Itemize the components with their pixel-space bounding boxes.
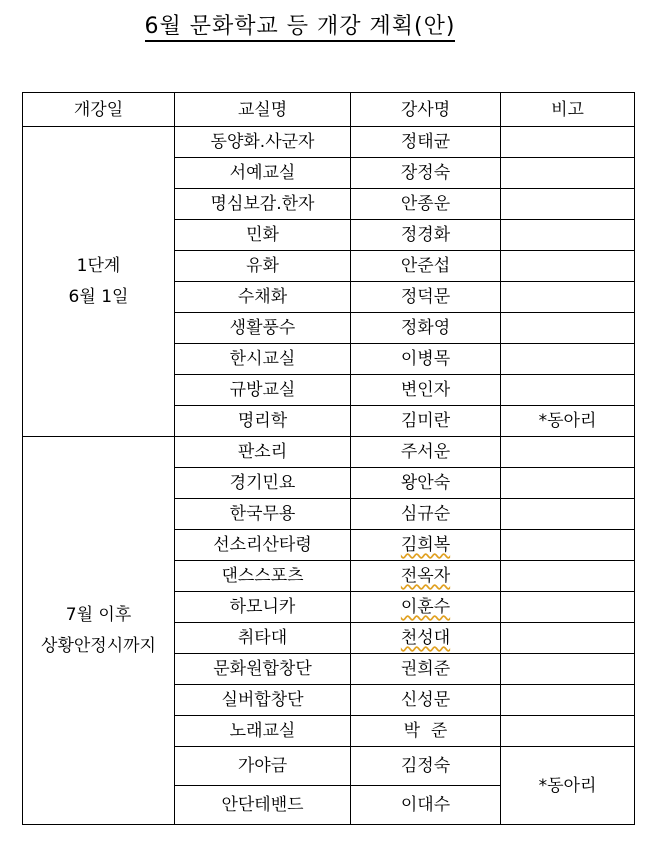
instructor-cell: 장정숙 — [351, 158, 501, 189]
header-row — [23, 93, 635, 127]
instructor-cell: 이병목 — [351, 344, 501, 375]
instructor-cell — [351, 530, 501, 561]
table-row — [23, 127, 635, 158]
class-name-cell: 댄스스포츠 — [175, 561, 351, 592]
instructor-cell — [351, 592, 501, 623]
note-cell — [501, 499, 635, 530]
open-date-cell-stage2 — [23, 437, 175, 825]
class-name-cell: 실버합창단 — [175, 685, 351, 716]
instructor-cell: 정태균 — [351, 127, 501, 158]
note-cell — [501, 561, 635, 592]
class-name-cell: 수채화 — [175, 282, 351, 313]
page-title-text: 6월 문화학교 등 개강 계획(안) — [145, 14, 456, 42]
instructor-cell: 이대수 — [351, 786, 501, 825]
class-name-cell: 한국무용 — [175, 499, 351, 530]
instructor-cell — [351, 623, 501, 654]
instructor-cell: 김정숙 — [351, 747, 501, 786]
open-date-line1: 1단계 — [76, 255, 121, 276]
header-class-name: 교실명 — [175, 93, 351, 127]
instructor-cell: 정경화 — [351, 220, 501, 251]
note-cell — [501, 685, 635, 716]
note-cell — [501, 375, 635, 406]
note-cell — [501, 220, 635, 251]
class-name-cell: 경기민요 — [175, 468, 351, 499]
note-cell — [501, 282, 635, 313]
class-name-cell: 판소리 — [175, 437, 351, 468]
table-row — [23, 437, 635, 468]
class-name-cell: 생활풍수 — [175, 313, 351, 344]
class-name-cell: 가야금 — [175, 747, 351, 786]
header-instructor: 강사명 — [351, 93, 501, 127]
instructor-cell: 권희준 — [351, 654, 501, 685]
class-name-cell: 서예교실 — [175, 158, 351, 189]
instructor-cell: 심규순 — [351, 499, 501, 530]
note-cell — [501, 623, 635, 654]
instructor-cell: 안종운 — [351, 189, 501, 220]
instructor-name: 전옥자 — [400, 566, 451, 586]
instructor-cell: 변인자 — [351, 375, 501, 406]
note-cell — [501, 189, 635, 220]
class-name-cell: 노래교실 — [175, 716, 351, 747]
class-name-cell: 취타대 — [175, 623, 351, 654]
note-cell — [501, 716, 635, 747]
class-name-cell: 한시교실 — [175, 344, 351, 375]
class-schedule-table — [22, 92, 635, 825]
note-cell: *동아리 — [501, 406, 635, 437]
note-cell — [501, 127, 635, 158]
instructor-name: 이훈수 — [400, 597, 451, 617]
class-name-cell: 명심보감.한자 — [175, 189, 351, 220]
note-cell — [501, 344, 635, 375]
note-cell — [501, 530, 635, 561]
open-date-line2: 6월 1일 — [68, 286, 129, 307]
instructor-cell — [351, 561, 501, 592]
class-name-cell: 민화 — [175, 220, 351, 251]
note-cell-merged: *동아리 — [501, 747, 635, 825]
note-cell — [501, 437, 635, 468]
header-open-date: 개강일 — [23, 93, 175, 127]
page-title — [0, 12, 600, 42]
instructor-cell: 왕안숙 — [351, 468, 501, 499]
instructor-name: 김희복 — [400, 535, 451, 555]
table-header — [23, 93, 635, 127]
class-name-cell: 유화 — [175, 251, 351, 282]
class-name-cell: 선소리산타령 — [175, 530, 351, 561]
instructor-cell: 박 준 — [351, 716, 501, 747]
class-name-cell: 명리학 — [175, 406, 351, 437]
class-name-cell: 하모니카 — [175, 592, 351, 623]
open-date-cell-stage1 — [23, 127, 175, 437]
instructor-cell: 정덕문 — [351, 282, 501, 313]
open-date-line1: 7월 이후 — [65, 604, 132, 625]
class-name-cell: 안단테밴드 — [175, 786, 351, 825]
table-body — [23, 127, 635, 825]
note-cell — [501, 592, 635, 623]
class-name-cell: 문화원합창단 — [175, 654, 351, 685]
instructor-name: 천성대 — [400, 628, 451, 648]
instructor-cell: 정화영 — [351, 313, 501, 344]
instructor-cell: 신성문 — [351, 685, 501, 716]
note-cell — [501, 158, 635, 189]
note-cell — [501, 313, 635, 344]
note-cell — [501, 654, 635, 685]
note-cell — [501, 251, 635, 282]
class-name-cell: 규방교실 — [175, 375, 351, 406]
instructor-cell: 김미란 — [351, 406, 501, 437]
instructor-cell: 주서운 — [351, 437, 501, 468]
header-note: 비고 — [501, 93, 635, 127]
class-name-cell: 동양화.사군자 — [175, 127, 351, 158]
open-date-line2: 상황안정시까지 — [41, 635, 156, 656]
note-cell — [501, 468, 635, 499]
instructor-cell: 안준섭 — [351, 251, 501, 282]
